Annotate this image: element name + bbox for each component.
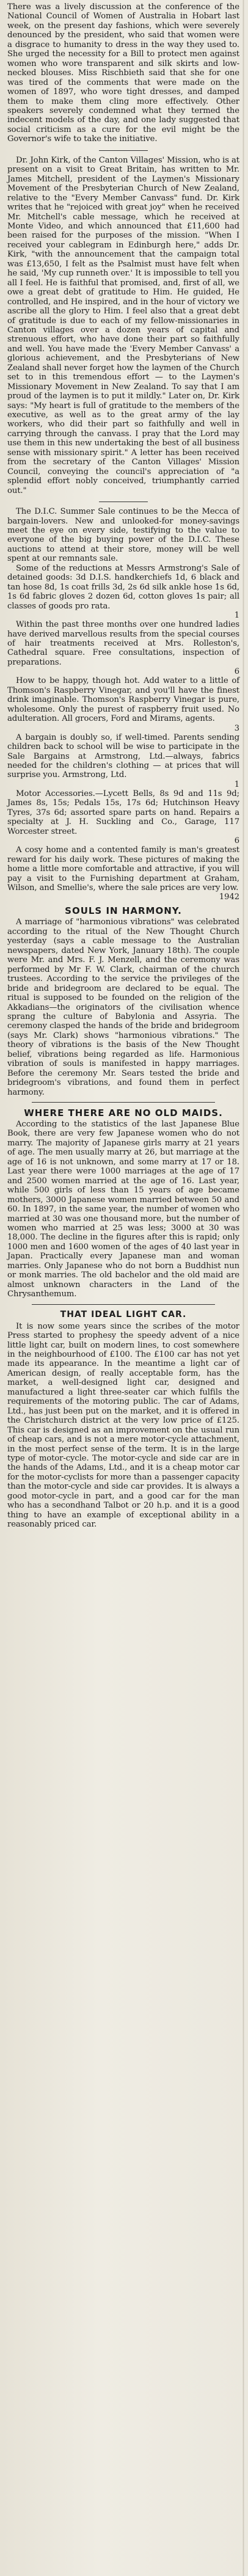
article-paragraph: According to the statistics of the last Japanese Blue Book, there are very few Japanese women who do not marry. The majority of Japanese girls marry at 21 years of age. The men usually marry at 26, but marriage at the age of 16 is not unknown, and some marry at 17 or 18. Last year there were 1000 marriages at the age of 17 and 2500 women married at the age of 16. Last year, while 500 girls of less than 15 years of age became mothers, 3000 Japanese women married between 50 and 60. In 1897, in the same year, the number of women who married at 30 was one thousand more, but the number of women who married at 25 was less; 3000 at 30 was 18,000. The decline in the figures after this is rapid; only 1000 men and 1600 women of the ages of 40 last year in Japan. Practically every Japanese man and woman marries. Only Japanese who do not born a Buddhist nun or monk marries. The old bachelor and the old maid are almost unknown characters in the Land of the Chrysanthemum.	[7, 1120, 239, 1299]
article-paragraph: There was a lively discussion at the conference of the National Council of Women of Australia in Hobart last week, on the present day fashions, which were severely denounced by the president, who said that women were a disgrace to humanity to dress in the way they used to. She urged the necessity for a Bill to protect men against women who wore transparent and silk skirts and low-necked blouses. Miss Rischbieth said that she for one was tired of the comments that were made on the women of 1897, who wore tight dresses, and damped them to make them cling more effectively. Other speakers severely condemned what they termed the indecent models of the day, and one lady suggested that social criticism as a cure for the evil might be the Governor's wife to take the initiative.	[7, 2, 239, 144]
article-headline: WHERE THERE ARE NO OLD MAIDS.	[24, 1107, 223, 1119]
divider	[32, 1102, 215, 1103]
ad-code: 6	[234, 667, 239, 677]
article-paragraph: How to be happy, though hot. Add water to a little of Thomson's Raspberry Vinegar, and you'll have the finest drink imaginable. Thomson's Raspberry Vinegar is pure, wholesome. Only the purest of raspberry fruit used. No adulteration. All grocers, Ford and Mirams, agents.	[7, 676, 239, 724]
article-dr-kirk	[7, 156, 239, 495]
article-shopping-notes	[7, 507, 239, 902]
article-ideal-light-car	[7, 1310, 239, 1530]
divider	[32, 1304, 215, 1305]
article-headline: THAT IDEAL LIGHT CAR.	[60, 1309, 187, 1319]
column-edge-shadow	[243, 0, 244, 2576]
article-no-old-maids	[7, 1107, 239, 1299]
ad-code: 1	[234, 611, 239, 621]
article-paragraph: A bargain is doubly so, if well-timed. Parents sending children back to school will be wise to participate in the Sale Bargains at Armstrong, Ltd.—always, fabrics needed for the children's clothing — at prices that will surprise you. Armstrong, Ltd.	[7, 732, 239, 780]
article-souls-in-harmony	[7, 905, 239, 1097]
article-paragraph: The D.I.C. Summer Sale continues to be the Mecca of bargain-lovers. New and unlooked-for money-savings meet the eye on every side, testifying to the value to everyone of the big buying power of the D.I.C. These auctions to attend at their store, money will be well spent at our remnants sale.	[7, 507, 239, 564]
article-paragraph: A cosy home and a contented family is man's greatest reward for his daily work. These pictures of making the home a little more comfortable and attractive, if you will pay a visit to the Furnishing department at Graham, Wilson, and Smellie's, where the sale prices are very low.	[7, 845, 239, 892]
article-national-council-women	[7, 2, 239, 144]
ad-code: 6	[234, 836, 239, 846]
article-paragraph: A marriage of "harmonious vibrations" was celebrated according to the ritual of the New Thought Church yesterday (says a cable message to the Australian newspapers, dated New York, January 18th). The couple were Mr. and Mrs. F. J. Menzell, and the ceremony was performed by Mr F. W. Clark, chairman of the church trustees. According to the service the privileges of the bride and bridegroom are declared to be equal. The ritual is supposed to be founded on the religion of the Akkadians—the originators of the civilisation whence sprang the culture of Babylonia and Assyria. The ceremony clasped the hands of the bride and bridegroom (says Mr. Clark) shows "harmonious vibrations." The theory of vibrations is the basis of the New Thought belief, vibrations being regarded as life. Harmonious vibration of souls is manifested in happy marriages. Before the ceremony Mr. Sears tested the bride and bridegroom's vibrations, and found them in perfect harmony.	[7, 918, 239, 1097]
divider	[99, 150, 148, 151]
article-paragraph: It is now some years since the scribes of the motor Press started to prophesy the speedy advent of a nice little light car, built on modern lines, to cost somewhere in the neighbourhood of £100. The £100 car has not yet made its appearance. In the meantime a light car of American design, of really acceptable form, has the market, a well-designed light car, designed and manufactured a light three-seater car which fulfils the requirements of the motoring public. The car of Adams, Ltd., has just been put on the market, and it is offered in the Christchurch district at the very low price of £125. This car is designed as an improvement on the usual run of cheap cars, and is not a mere motor-cycle attachment, in the most perfect sense of the term. It is in the large type of motor-cycle. The motor-cycle and side car are in the hands of the Adams, Ltd., and it is a cheap motor car for the motor-cyclists for more than a passenger capacity than the motor-cycle and side car provides. It is always a good motor-cycle in part, and a good car for the man who has a secondhand Talbot or 20 h.p. and it is a good thing to have an example of exceptional ability in a reasonably priced car.	[7, 1321, 239, 1530]
ad-code: 3	[234, 723, 239, 733]
ad-code: 1	[234, 779, 239, 789]
article-paragraph: Within the past three months over one hundred ladies have derived marvellous results from the special courses of hair treatments received at Mrs. Rolleston's, Cathedral square. Free consultations, inspection of preparations.	[7, 620, 239, 667]
article-headline: SOULS IN HARMONY.	[65, 905, 182, 917]
ad-code: 1942	[219, 892, 239, 902]
article-paragraph: Motor Accessories.—Lycett Bells, 8s 9d and 11s 9d; James 8s, 15s; Pedals 15s, 17s 6d; Hutchinson Heavy Tyres, 37s 6d; assorted spare parts on hand. Repairs a specialty at J. H. Suckling and Co., Garage, 117 Worcester street.	[7, 789, 239, 836]
article-paragraph: Some of the reductions at Messrs Armstrong's Sale of detained goods: 3d D.I.S. handkerchiefs 1d, 6 black and tan hose 8d, 1s coat frills 3d, 2s 6d silk ankle hose 1s 6d, 1s 6d fabric gloves 2 dozen 6d, cotton gloves 1s pair; all classes of goods pro rata.	[7, 563, 239, 611]
article-paragraph: Dr. John Kirk, of the Canton Villages' Mission, who is at present on a visit to Great Britain, has written to Mr. James Mitchell, president of the Laymen's Missionary Movement of the Presbyterian Church of New Zealand, relative to the "Every Member Canvass" fund. Dr. Kirk writes that he "rejoiced with great joy" when he received Mr. Mitchell's cable message, which he received at Monte Video, and which announced that £11,600 had been raised for the purposes of the mission. "When I received your cablegram in Edinburgh here," adds Dr. Kirk, "with the announcement that the campaign total was £13,650, I felt as the Psalmist must have felt when he said, 'My cup runneth over.' It is impossible to tell you all I feel. He is faithful that promised, and, first of all, we owe a great debt of gratitude to Him. He guided, He controlled, and He inspired, and in the hour of victory we ascribe all the glory to Him. I feel also that a great debt of gratitude is due to each of my fellow-missionaries in Canton villages over a dozen years of capital and strenuous effort, who have done their part so faithfully and well. You have made the 'Every Member Canvass' a glorious achievement, and the Presbyterians of New Zealand shall never forget how the laymen of the Church set to in this tremendous effort — to the Laymen's Missionary Movement in New Zealand. To say that I am proud of the laymen is to put it mildly." Later on, Dr. Kirk says: "My heart is full of gratitude to the members of the executive, as well as to the great army of the lay workers, who did their part so faithfully and well in carrying through the canvass. I pray that the Lord may use them in this new undertaking the best of all business sense with missionary spirit." A letter has been received from the secretary of the Canton Villages' Mission Council, conveying the council's appreciation of "a splendid effort nobly conceived, triumphantly carried out."	[7, 155, 239, 495]
